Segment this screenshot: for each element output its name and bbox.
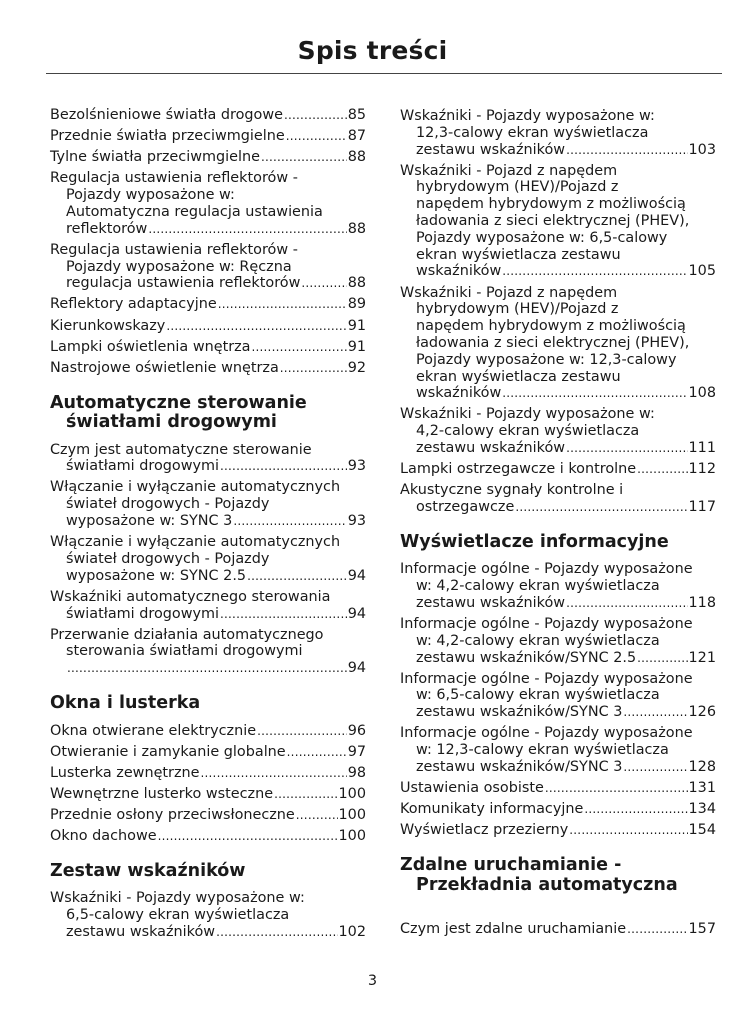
- toc-entry[interactable]: [50, 296, 366, 313]
- toc-entry-text: Okno dachowe: [50, 828, 157, 845]
- toc-entry[interactable]: [50, 828, 366, 845]
- toc-left-column: [50, 107, 366, 945]
- dot-leader: [247, 568, 347, 585]
- toc-page-number: 128: [688, 758, 716, 775]
- toc-entry-text: Komunikaty informacyjne: [400, 801, 584, 818]
- toc-page-number: 91: [347, 338, 366, 355]
- toc-page-number: 112: [688, 461, 716, 478]
- toc-entry-text: hybrydowym (HEV)/Pojazd z: [416, 179, 619, 196]
- dot-leader: [515, 499, 687, 516]
- dot-leader: [301, 275, 346, 292]
- toc-entry[interactable]: [400, 561, 716, 611]
- toc-entry-text: zestawu wskaźników: [416, 594, 566, 611]
- toc-page-number: 102: [338, 923, 366, 940]
- section-heading-line: Przekładnia automatyczna: [416, 874, 678, 895]
- section-heading: [400, 856, 716, 895]
- toc-entry-text: Wskaźniki - Pojazdy wyposażone w:: [400, 406, 655, 423]
- toc-entry-text: Czym jest automatyczne sterowanie: [50, 441, 312, 458]
- toc-entry[interactable]: [400, 108, 716, 158]
- toc-entry-text: Informacje ogólne - Pojazdy wyposażone: [400, 725, 693, 742]
- toc-entry-text: 4,2-calowy ekran wyświetlacza: [416, 423, 640, 440]
- toc-page-number: 94: [347, 660, 366, 677]
- toc-entry-text: Wskaźniki - Pojazdy wyposażone w:: [50, 890, 305, 907]
- section-heading-line: światłami drogowymi: [66, 412, 277, 433]
- dot-leader: [158, 828, 338, 845]
- toc-page-number: 89: [347, 296, 366, 313]
- toc-entry[interactable]: [400, 801, 716, 818]
- dot-leader: [502, 385, 687, 402]
- page-title: Spis treści: [297, 36, 448, 65]
- toc-entry-text: zestawu wskaźników: [416, 440, 566, 457]
- toc-page-number: 88: [347, 220, 366, 237]
- toc-entry-text: Pojazdy wyposażone w:: [66, 187, 235, 204]
- toc-entry[interactable]: [50, 149, 366, 166]
- toc-page-number: 88: [347, 149, 366, 166]
- dot-leader: [252, 339, 347, 356]
- section-heading: [50, 394, 366, 433]
- toc-page-number: 98: [347, 764, 366, 781]
- toc-entry-text: Wyświetlacz przezierny: [400, 822, 569, 839]
- toc-entry-text: napędem hybrydowym z możliwością: [416, 196, 686, 213]
- dot-leader: [296, 807, 338, 824]
- toc-entry-text: Pojazdy wyposażone w: Ręczna: [66, 258, 292, 275]
- dot-leader: [220, 458, 347, 475]
- toc-entry-text: Lusterka zewnętrzne: [50, 764, 200, 781]
- toc-entry-text: Automatyczna regulacja ustawienia: [66, 203, 323, 220]
- toc-entry[interactable]: [50, 807, 366, 824]
- toc-entry-text: Przednie światła przeciwmgielne: [50, 128, 285, 145]
- toc-page-number: 111: [688, 440, 716, 457]
- page-number: 3: [367, 973, 378, 989]
- toc-page-number: 85: [347, 107, 366, 123]
- toc-page-number: 100: [338, 785, 366, 802]
- toc-entry-text: ekran wyświetlacza zestawu: [416, 368, 621, 385]
- toc-page-number: 94: [347, 605, 366, 622]
- toc-entry-text: Tylne światła przeciwmgielne: [50, 149, 260, 166]
- toc-entry-text: Lampki ostrzegawcze i kontrolne: [400, 461, 637, 478]
- dot-leader: [566, 142, 687, 159]
- toc-entry-text: 12,3-calowy ekran wyświetlacza: [416, 124, 649, 141]
- dot-leader: [287, 744, 347, 761]
- toc-entry-text: zestawu wskaźników/SYNC 2.5: [416, 649, 637, 666]
- dot-leader: [637, 461, 687, 478]
- dot-leader: [257, 723, 347, 740]
- toc-entry-text: Pojazdy wyposażone w: 6,5-calowy: [416, 229, 668, 246]
- toc-entry-text: ekran wyświetlacza zestawu: [416, 246, 621, 263]
- toc-page-number: 93: [347, 513, 366, 530]
- toc-entry-text: w: 4,2-calowy ekran wyświetlacza: [416, 632, 660, 649]
- toc-entry-text: regulacja ustawienia reflektorów: [66, 275, 301, 292]
- toc-entry[interactable]: [50, 242, 366, 292]
- toc-entry[interactable]: [50, 589, 366, 623]
- toc-entry-text: Regulacja ustawienia reflektorów -: [50, 170, 298, 187]
- toc-entry-text: Informacje ogólne - Pojazdy wyposażone: [400, 561, 693, 578]
- toc-entry-text: wyposażone w: SYNC 2.5: [66, 567, 247, 584]
- toc-entry-text: Kierunkowskazy: [50, 317, 166, 334]
- dot-leader: [627, 921, 687, 938]
- toc-entry[interactable]: [400, 616, 716, 666]
- toc-entry-text: Przerwanie działania automatycznego: [50, 626, 324, 643]
- toc-entry[interactable]: [50, 442, 366, 476]
- toc-entry-text: reflektorów: [66, 220, 148, 237]
- dot-leader: [261, 149, 347, 166]
- toc-page-number: 87: [347, 128, 366, 145]
- toc-entry-text: Wskaźniki automatycznego sterowania: [50, 588, 331, 605]
- toc-entry-text: w: 12,3-calowy ekran wyświetlacza: [416, 742, 669, 759]
- toc-entry[interactable]: [400, 285, 716, 403]
- toc-entry[interactable]: [50, 890, 366, 940]
- toc-entry[interactable]: [50, 765, 366, 782]
- toc-entry[interactable]: [400, 482, 716, 516]
- toc-entry-text: wyposażone w: SYNC 3: [66, 513, 233, 530]
- toc-entry[interactable]: [50, 744, 366, 761]
- toc-entry[interactable]: [50, 318, 366, 335]
- toc-entry-text: zestawu wskaźników: [416, 141, 566, 158]
- toc-page-number: 92: [347, 359, 366, 376]
- toc-entry-text: świateł drogowych - Pojazdy: [66, 550, 270, 567]
- dot-leader: [545, 780, 688, 797]
- toc-entry-text: hybrydowym (HEV)/Pojazd z: [416, 301, 619, 318]
- toc-entry-text: Pojazdy wyposażone w: 12,3-calowy: [416, 351, 677, 368]
- toc-page-number: 103: [688, 141, 716, 158]
- toc-entry-text: Włączanie i wyłączanie automatycznych: [50, 534, 341, 551]
- toc-page-number: 94: [347, 567, 366, 584]
- dot-leader: [584, 801, 687, 818]
- dot-leader: [502, 263, 687, 280]
- toc-page-number: 100: [338, 806, 366, 823]
- toc-entry-text: ładowania z sieci elektrycznej (PHEV),: [416, 213, 690, 230]
- toc-entry[interactable]: [50, 479, 366, 529]
- dot-leader: [569, 822, 687, 839]
- toc-entry[interactable]: [400, 163, 716, 281]
- toc-entry-text: Informacje ogólne - Pojazdy wyposażone: [400, 616, 693, 632]
- toc-entry-text: Okna otwierane elektrycznie: [50, 722, 257, 739]
- toc-entry-text: w: 6,5-calowy ekran wyświetlacza: [416, 687, 660, 704]
- dot-leader: [148, 221, 346, 238]
- toc-entry-text: Przednie osłony przeciwsłoneczne: [50, 806, 295, 823]
- dot-leader: [286, 128, 347, 145]
- toc-page-number: 100: [338, 828, 366, 845]
- toc-entry[interactable]: [50, 107, 366, 124]
- toc-entry[interactable]: [400, 822, 716, 839]
- dot-leader: [216, 924, 337, 941]
- toc-entry-text: Wskaźniki - Pojazd z napędem: [400, 162, 618, 179]
- dot-leader: [274, 786, 337, 803]
- toc-entry-text: wskaźników: [416, 263, 502, 280]
- toc-entry[interactable]: [400, 780, 716, 797]
- toc-entry-text: zestawu wskaźników/SYNC 3: [416, 704, 623, 721]
- toc-entry-text: sterowania światłami drogowymi: [66, 643, 303, 660]
- toc-page-number: 126: [688, 704, 716, 721]
- dot-leader: [280, 360, 347, 377]
- dot-leader: [284, 107, 347, 124]
- toc-page-number: 157: [688, 921, 716, 938]
- toc-entry-text: Nastrojowe oświetlenie wnętrza: [50, 359, 279, 376]
- toc-entry-text: Bezolśnieniowe światła drogowe: [50, 107, 283, 123]
- toc-page-number: 105: [688, 263, 716, 280]
- toc-page-number: 131: [688, 780, 716, 797]
- toc-entry-text: Wskaźniki - Pojazd z napędem: [400, 284, 618, 301]
- toc-entry-text: światłami drogowymi: [66, 605, 220, 622]
- toc-page-number: 117: [688, 499, 716, 516]
- dot-leader: [566, 595, 687, 612]
- dot-leader: [67, 660, 347, 677]
- title-divider: [46, 73, 722, 74]
- toc-entry[interactable]: [50, 534, 366, 584]
- dot-leader: [220, 606, 347, 623]
- toc-entry-text: Otwieranie i zamykanie globalne: [50, 743, 286, 760]
- toc-entry[interactable]: [50, 128, 366, 145]
- toc-entry-text: Włączanie i wyłączanie automatycznych: [50, 479, 341, 496]
- toc-entry[interactable]: [400, 671, 716, 721]
- toc-entry[interactable]: [400, 461, 716, 478]
- toc-page-number: 91: [347, 317, 366, 334]
- section-heading-line: Wyświetlacze informacyjne: [400, 531, 669, 552]
- toc-entry[interactable]: [50, 170, 366, 237]
- section-heading: [50, 694, 366, 714]
- toc-entry[interactable]: [400, 725, 716, 775]
- toc-page-number: 134: [688, 801, 716, 818]
- toc-entry[interactable]: [50, 627, 366, 677]
- section-heading-line: Zestaw wskaźników: [50, 860, 246, 881]
- toc-entry-text: zestawu wskaźników: [66, 923, 216, 940]
- toc-page-number: 96: [347, 722, 366, 739]
- dot-leader: [233, 513, 346, 530]
- toc-entry-text: Wewnętrzne lusterko wsteczne: [50, 785, 274, 802]
- dot-leader: [623, 704, 687, 721]
- dot-leader: [566, 440, 687, 457]
- toc-entry-text: świateł drogowych - Pojazdy: [66, 496, 270, 513]
- toc-entry-text: w: 4,2-calowy ekran wyświetlacza: [416, 578, 660, 595]
- toc-entry-text: 6,5-calowy ekran wyświetlacza: [66, 907, 290, 924]
- dot-leader: [166, 318, 346, 335]
- toc-page-number: 118: [688, 594, 716, 611]
- toc-entry[interactable]: [50, 360, 366, 377]
- dot-leader: [623, 759, 687, 776]
- toc-entry[interactable]: [50, 339, 366, 356]
- toc-entry-text: Ustawienia osobiste: [400, 780, 544, 797]
- toc-entry-text: Akustyczne sygnały kontrolne i: [400, 482, 624, 499]
- toc-entry[interactable]: [50, 723, 366, 740]
- toc-entry-text: zestawu wskaźników/SYNC 3: [416, 758, 623, 775]
- toc-entry-text: ostrzegawcze: [416, 499, 515, 516]
- toc-entry-text: światłami drogowymi: [66, 458, 220, 475]
- toc-entry-text: Lampki oświetlenia wnętrza: [50, 338, 251, 355]
- dot-leader: [637, 650, 687, 667]
- section-heading: [50, 862, 366, 882]
- toc-entry[interactable]: [400, 406, 716, 456]
- section-heading-line: Zdalne uruchamianie -: [400, 855, 622, 876]
- toc-page-number: 108: [688, 385, 716, 402]
- toc-entry[interactable]: [50, 786, 366, 803]
- toc-page-number: 88: [347, 275, 366, 292]
- toc-entry-text: napędem hybrydowym z możliwością: [416, 318, 686, 335]
- toc-entry-text: Reflektory adaptacyjne: [50, 296, 217, 313]
- toc-page-number: 93: [347, 458, 366, 475]
- toc-page-number: 97: [347, 743, 366, 760]
- section-heading: [400, 533, 716, 553]
- toc-page-number: 121: [688, 649, 716, 666]
- section-heading-line: Automatyczne sterowanie: [50, 392, 307, 413]
- dot-leader: [201, 765, 347, 782]
- toc-entry-text: Regulacja ustawienia reflektorów -: [50, 241, 298, 258]
- section-heading-line: Okna i lusterka: [50, 693, 201, 714]
- toc-entry-text: ładowania z sieci elektrycznej (PHEV),: [416, 334, 690, 351]
- toc-page-number: 154: [688, 822, 716, 839]
- toc-entry-text: wskaźników: [416, 385, 502, 402]
- toc-right-column: [400, 108, 716, 942]
- toc-entry-text: Czym jest zdalne uruchamianie: [400, 921, 627, 938]
- toc-entry-text: Informacje ogólne - Pojazdy wyposażone: [400, 670, 693, 687]
- toc-entry-text: Wskaźniki - Pojazdy wyposażone w:: [400, 108, 655, 124]
- dot-leader: [218, 296, 347, 313]
- toc-entry[interactable]: [400, 921, 716, 938]
